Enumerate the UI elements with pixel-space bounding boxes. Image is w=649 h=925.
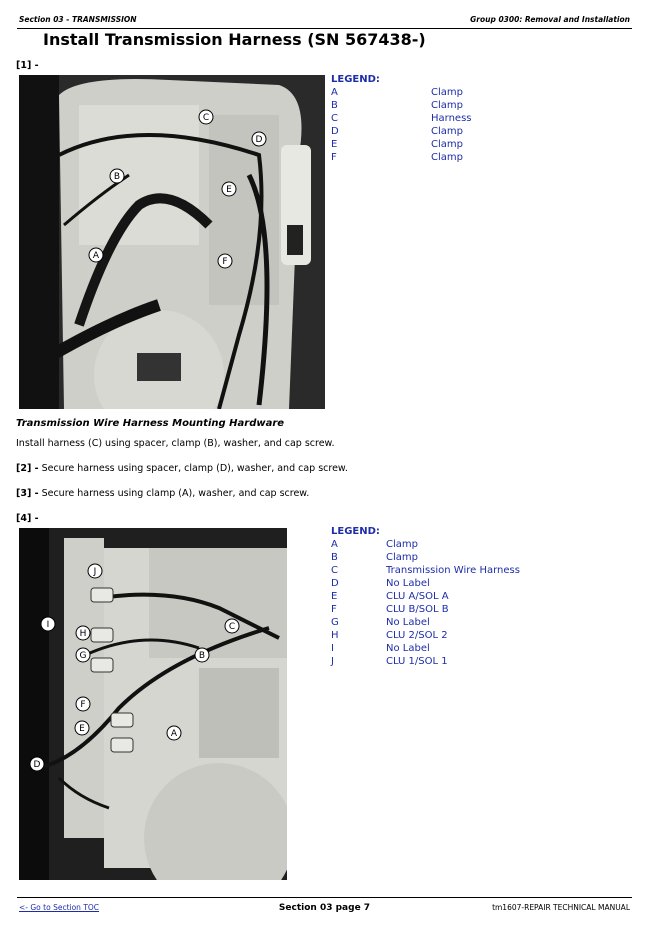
legend-row: I No Label: [331, 643, 430, 654]
callout-a: A: [92, 251, 100, 261]
callout-e: E: [79, 724, 85, 734]
legend-row: C Transmission Wire Harness: [331, 565, 520, 576]
callout-d: D: [255, 135, 263, 145]
step-1-number: [1] -: [16, 60, 39, 71]
callout-g: G: [79, 651, 87, 661]
callout-b: B: [113, 172, 121, 182]
manual-title: tm1607-REPAIR TECHNICAL MANUAL: [492, 903, 630, 912]
legend-row: B Clamp: [331, 100, 463, 111]
legend-photo-1: [331, 73, 472, 164]
step-2-text: Secure harness using spacer, clamp (D), washer, and cap screw.: [41, 463, 348, 474]
callout-a: A: [170, 729, 178, 739]
photo-2-illustration: [19, 528, 287, 880]
step-1-text: Install harness (C) using spacer, clamp (B), washer, and cap screw.: [16, 438, 335, 449]
photo-1-illustration: [19, 75, 325, 409]
page-title: Install Transmission Harness (SN 567438-): [43, 30, 426, 49]
legend-row: A Clamp: [331, 87, 463, 98]
photo-harness-connectors: [19, 528, 287, 880]
legend-title: LEGEND:: [331, 526, 380, 537]
page-header: [17, 14, 632, 29]
page-number: Section 03 page 7: [278, 903, 371, 913]
callout-b: B: [198, 651, 206, 661]
legend-row: C Harness: [331, 113, 472, 124]
legend-row: F Clamp: [331, 152, 463, 163]
legend-title: LEGEND:: [331, 74, 380, 85]
legend-row: D Clamp: [331, 126, 463, 137]
step-3: [16, 488, 309, 499]
step-2-number: [2] -: [16, 463, 39, 474]
step-3-text: Secure harness using clamp (A), washer, and cap screw.: [41, 488, 310, 499]
callout-i: I: [46, 620, 50, 630]
section-title: Section 03 - TRANSMISSION: [19, 15, 137, 24]
legend-row: A Clamp: [331, 539, 418, 550]
legend-row: D No Label: [331, 578, 430, 589]
step-4-number: [4] -: [16, 513, 39, 524]
photo-harness-mounting: [19, 75, 325, 409]
legend-row: E Clamp: [331, 139, 463, 150]
callout-e: E: [226, 185, 232, 195]
group-title: Group 0300: Removal and Installation: [470, 15, 630, 24]
step-2: [16, 463, 348, 474]
callout-f: F: [222, 257, 228, 267]
callout-d: D: [33, 760, 41, 770]
legend-row: J CLU 1/SOL 1: [331, 656, 448, 667]
callout-j: J: [93, 567, 97, 577]
callout-f: F: [80, 700, 86, 710]
legend-row: H CLU 2/SOL 2: [331, 630, 448, 641]
figure-caption: Transmission Wire Harness Mounting Hardware: [16, 418, 285, 429]
legend-row: F CLU B/SOL B: [331, 604, 449, 615]
step-3-number: [3] -: [16, 488, 39, 499]
legend-row: E CLU A/SOL A: [331, 591, 449, 602]
legend-photo-2: [331, 525, 520, 668]
legend-row: G No Label: [331, 617, 430, 628]
legend-row: B Clamp: [331, 552, 418, 563]
footer-divider: [17, 897, 632, 898]
go-to-section-toc-link[interactable]: <- Go to Section TOC: [19, 903, 100, 912]
callout-c: C: [228, 622, 236, 632]
callout-h: H: [79, 629, 87, 639]
callout-c: C: [202, 113, 210, 123]
